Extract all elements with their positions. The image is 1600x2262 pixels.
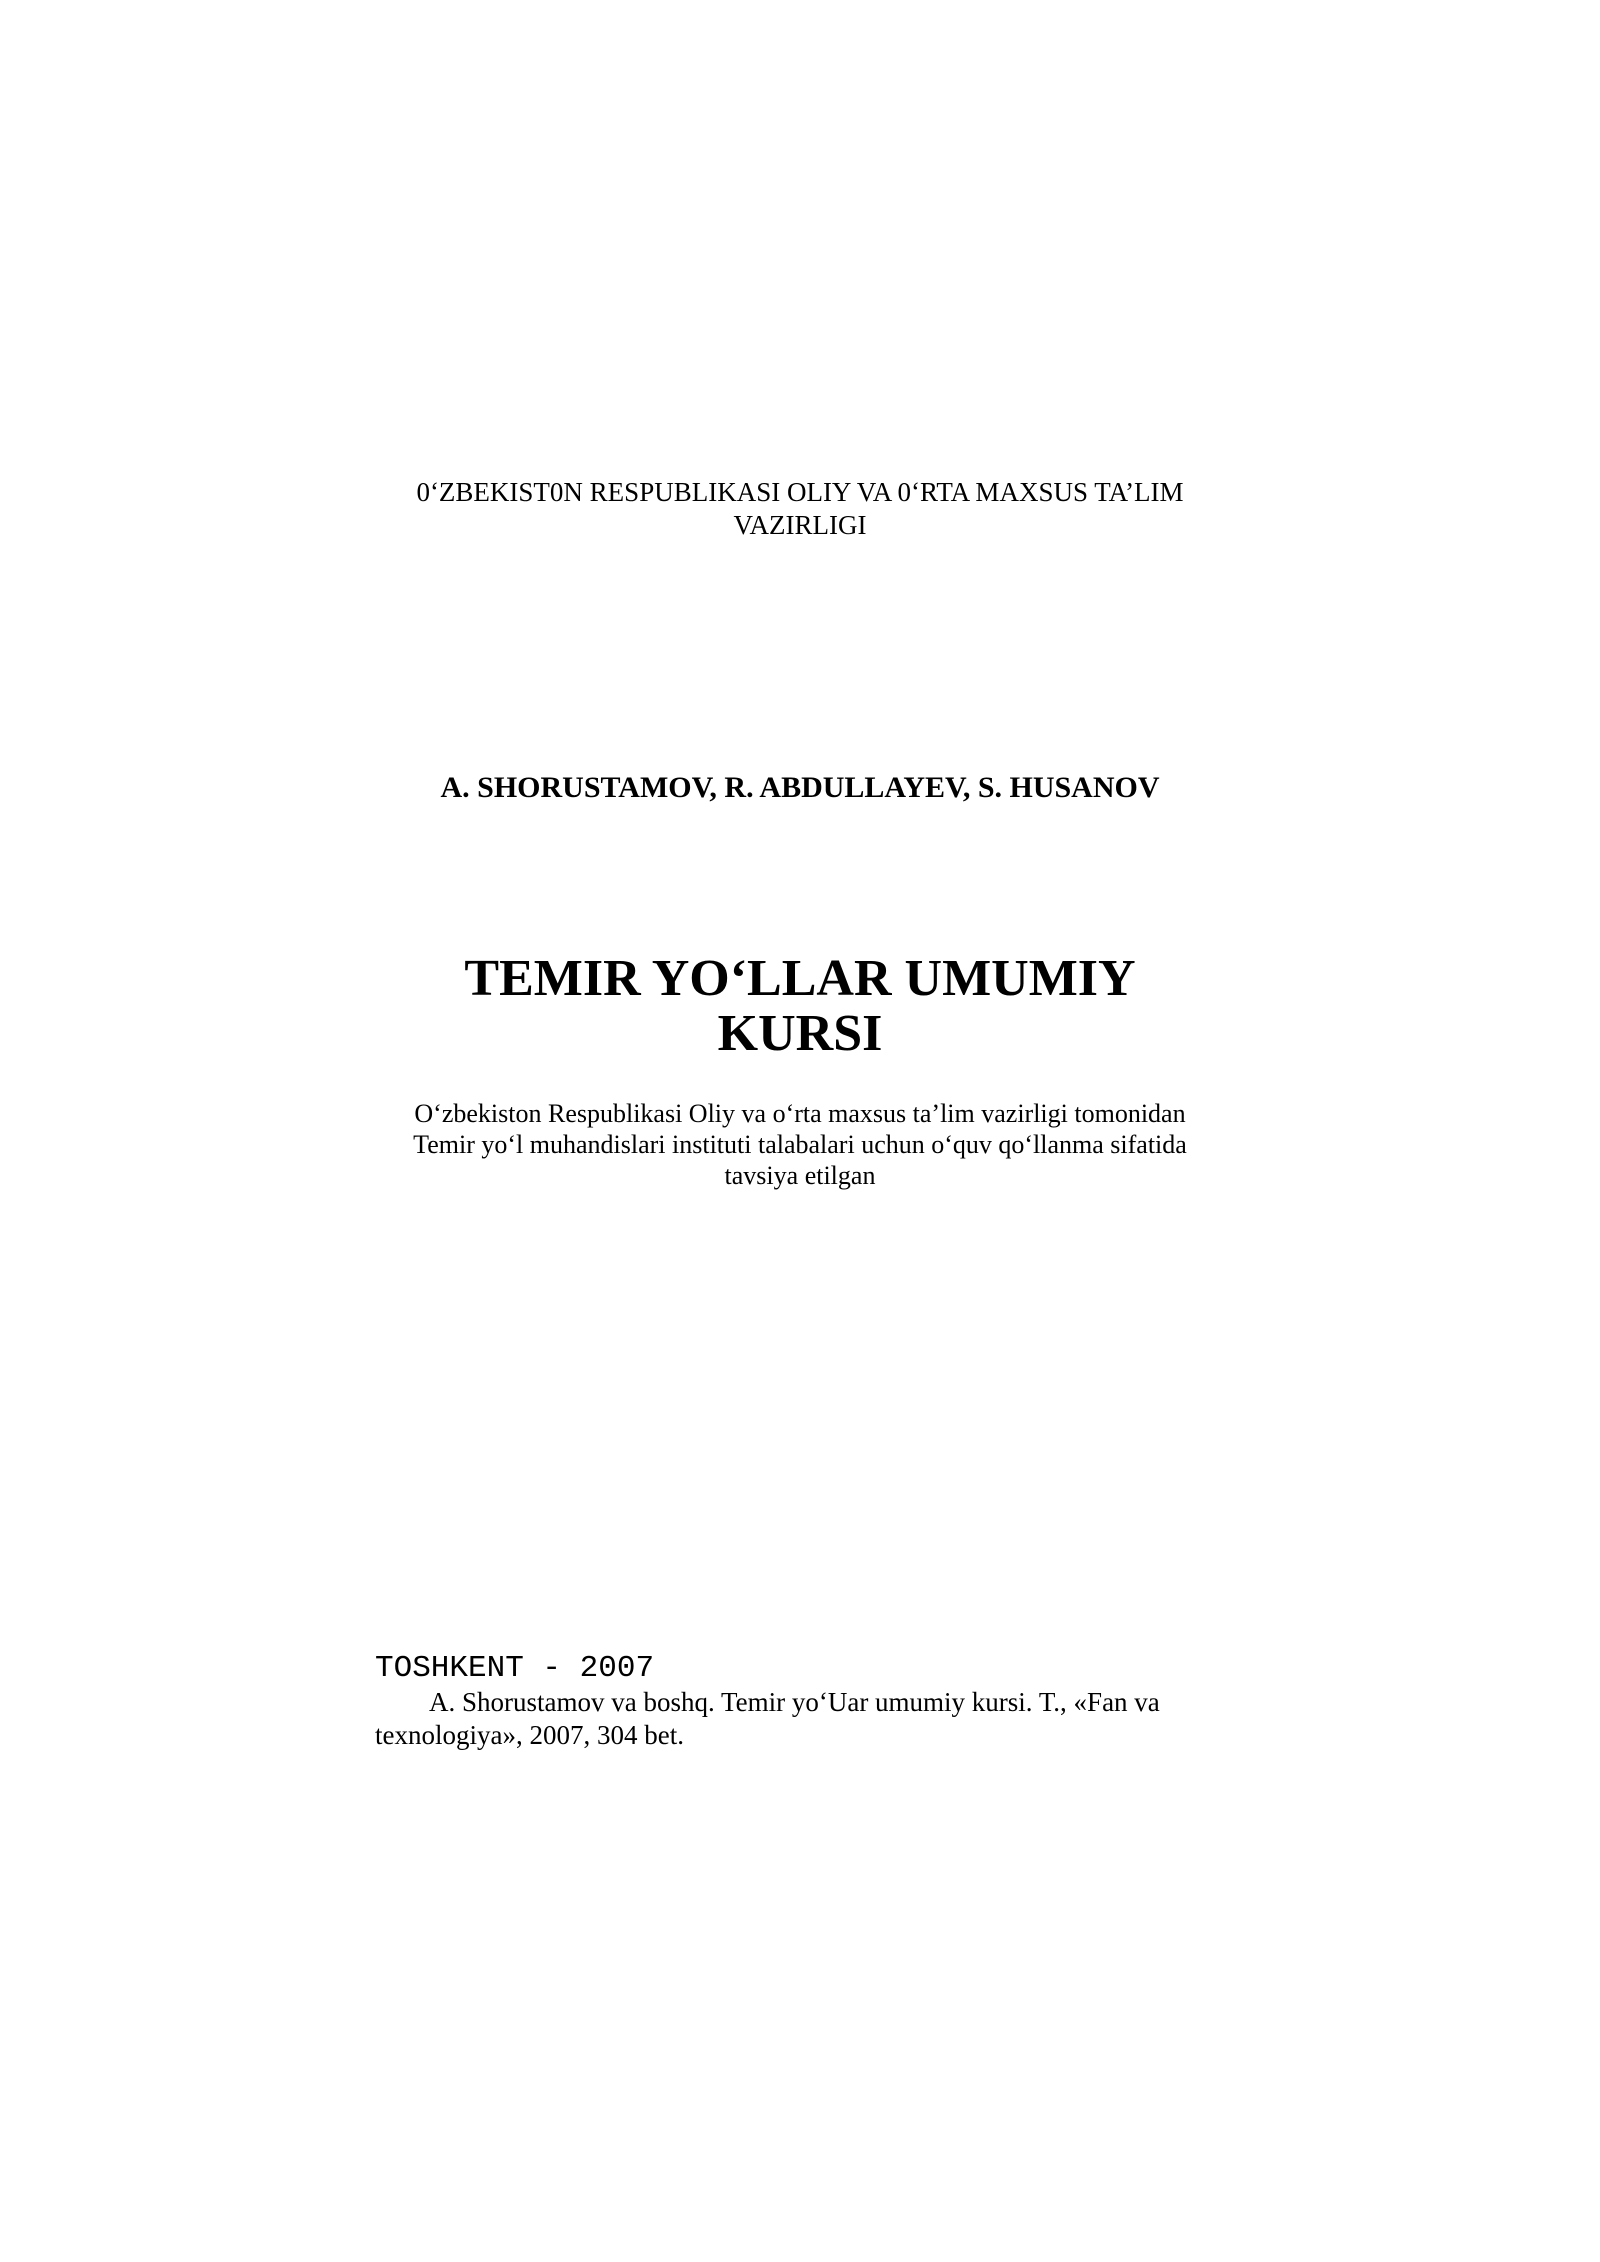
ministry-line-1: 0‘ZBEKIST0N RESPUBLIKASI OLIY VA 0‘RTA MAXSUS TA’LIM	[416, 477, 1184, 507]
authors: A. SHORUSTAMOV, R. ABDULLAYEV, S. HUSANOV	[440, 771, 1160, 804]
book-title-line-1: TEMIR YO‘LLAR UMUMIY	[464, 950, 1136, 1007]
recommendation-line-1: O‘zbekiston Respublikasi Oliy va o‘rta maxsus ta’lim vazirligi tomonidan	[414, 1099, 1186, 1128]
imprint	[375, 1652, 1235, 1752]
book-title-line-2: KURSI	[717, 1005, 883, 1062]
ministry-heading	[0, 476, 1600, 542]
citation-line-1: A. Shorustamov va boshq. Temir yo‘Uar umumiy kursi. T., «Fan va	[429, 1687, 1160, 1717]
bibliographic-citation	[375, 1686, 1235, 1752]
book-title	[0, 951, 1600, 1061]
recommendation-line-2: Temir yo‘l muhandislari instituti talabalari uchun o‘quv qo‘llanma sifatida	[413, 1130, 1187, 1159]
recommendation-line-3: tavsiya etilgan	[724, 1161, 876, 1190]
city-year: TOSHKENT - 2007	[375, 1651, 655, 1686]
ministry-line-2: VAZIRLIGI	[733, 510, 867, 540]
citation-line-2: texnologiya», 2007, 304 bet.	[375, 1720, 684, 1750]
recommendation-note	[0, 1098, 1600, 1191]
